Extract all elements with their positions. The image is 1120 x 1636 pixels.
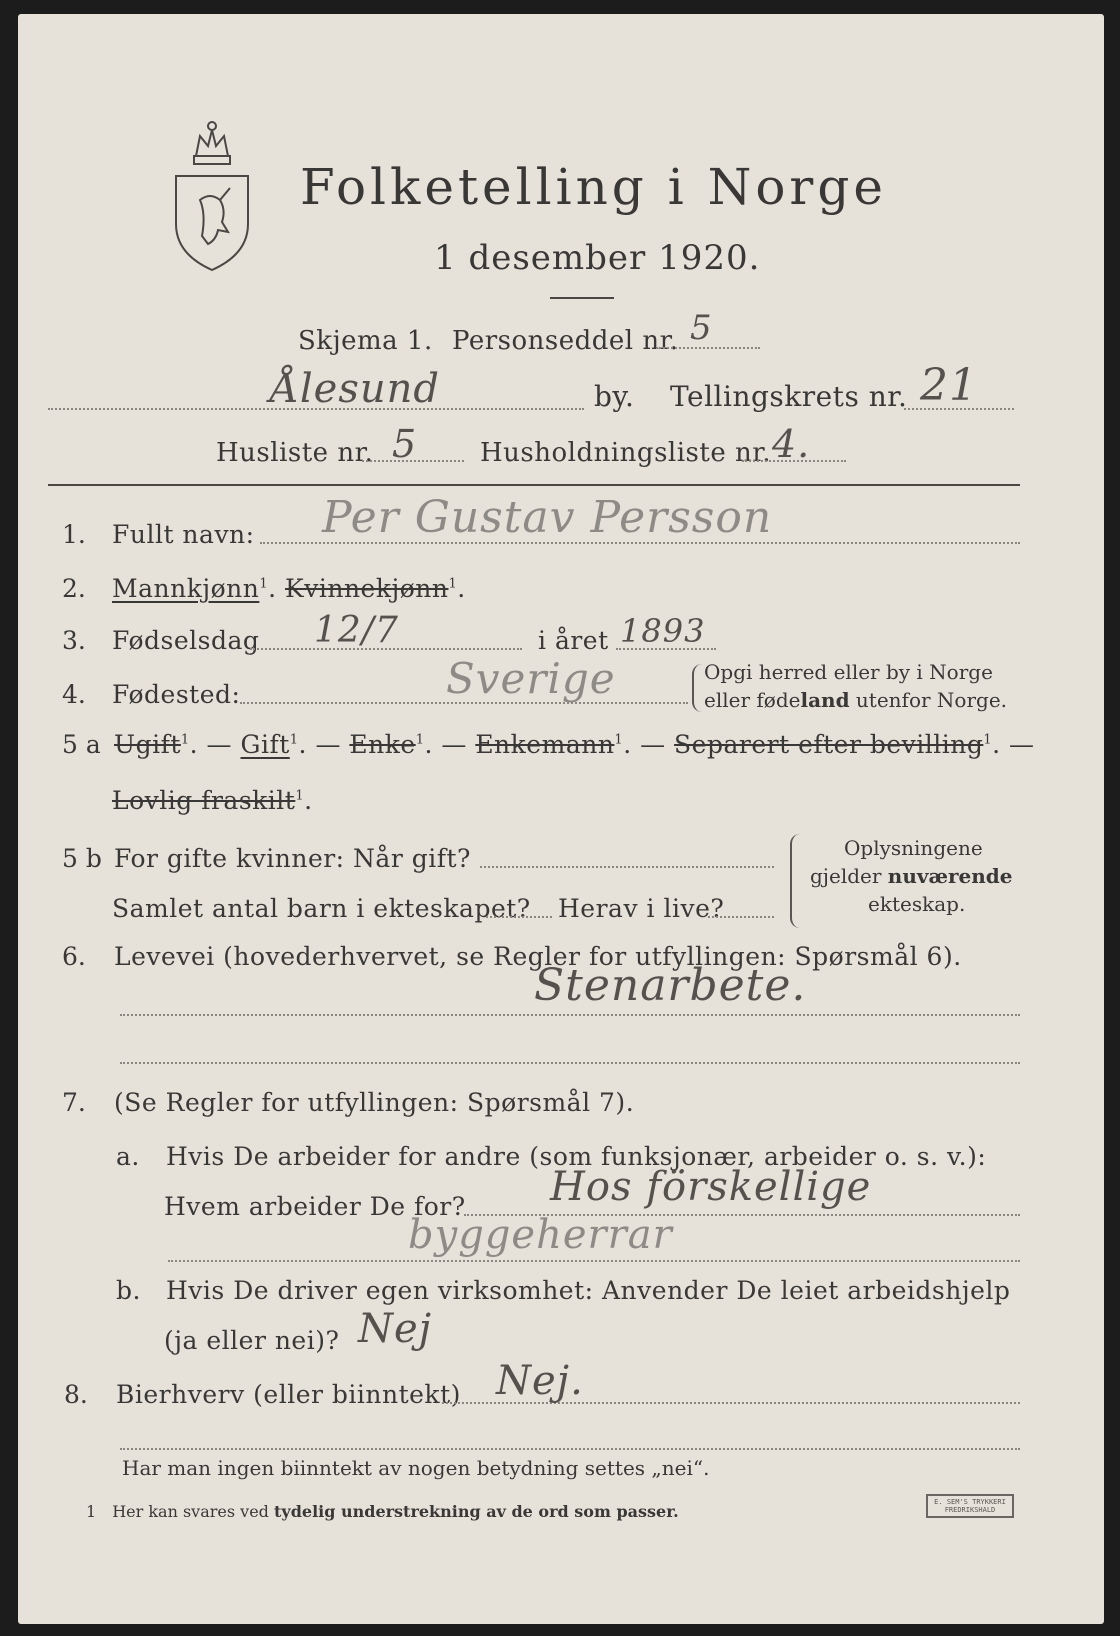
enke-option: Enke (349, 730, 416, 759)
q2-number: 2. (62, 574, 86, 603)
city-value: Ålesund (270, 366, 441, 412)
printer-stamp: E. SEM'S TRYKKERI FREDRIKSHALD (926, 1494, 1014, 1518)
q7a-line2: Hvem arbeider De for? (164, 1192, 466, 1221)
coat-of-arms-icon (166, 114, 258, 274)
q7a-letter: a. (116, 1142, 140, 1171)
q2-options: Mannkjønn$^1$. Kvinnekjønn$^1$. (112, 574, 466, 603)
q1-number: 1. (62, 520, 86, 549)
q5b-line1: For gifte kvinner: Når gift? (114, 844, 471, 873)
q7b-value: Nej (358, 1306, 433, 1352)
q4-note-brace (692, 664, 702, 712)
q5a-options-line2: Lovlig fraskilt$^1$. (112, 786, 313, 815)
q5b-note2: gjelder nuværende (810, 864, 1013, 888)
q7a-value2: byggeherrar (408, 1212, 673, 1258)
enkemann-option: Enkemann (475, 730, 615, 759)
q8-number: 8. (64, 1380, 88, 1409)
q5b-note3: ekteskap. (868, 892, 966, 916)
husholdning-label: Husholdningsliste nr. (480, 438, 772, 468)
q8-label: Bierhverv (eller biinntekt) (116, 1380, 461, 1409)
skjema-label: Skjema 1. (298, 326, 433, 356)
form-title: Folketelling i Norge (300, 158, 887, 216)
q4-note-line1: Opgi herred eller by i Norge (704, 660, 993, 684)
q3-number: 3. (62, 626, 86, 655)
q5b-note-brace (790, 834, 802, 928)
husliste-value: 5 (392, 422, 418, 466)
q5b-note1: Oplysningene (844, 836, 983, 860)
q1-value: Per Gustav Persson (322, 492, 773, 543)
q7b-line1: Hvis De driver egen virksomhet: Anvender De leiet arbeidshjelp (166, 1276, 1011, 1305)
q4-note-line2: eller fødeland utenfor Norge. (704, 688, 1008, 712)
q7-label: (Se Regler for utfyllingen: Spørsmål 7). (114, 1088, 635, 1117)
q5b-line2: Samlet antal barn i ekteskapet? (112, 894, 531, 923)
q5b-line2-dots (486, 916, 552, 918)
tellingskrets-value: 21 (920, 360, 978, 411)
separert-option: Separert efter bevilling (674, 730, 984, 759)
q6-label: Levevei (hovederhvervet, se Regler for utfyllingen: Spørsmål 6). (114, 942, 962, 971)
q5a-options: Ugift$^1$. — Gift$^1$. — Enke$^1$. — Enkemann$^1$. — Separert efter bevilling$^1$. — (114, 730, 1035, 759)
section-divider (48, 484, 1020, 486)
q6-line1 (120, 1014, 1020, 1016)
census-form-page (18, 14, 1104, 1624)
q5b-line1-dots (480, 866, 774, 868)
q6-value: Stenarbete. (534, 960, 807, 1011)
form-date: 1 desember 1920. (434, 238, 761, 278)
q4-number: 4. (62, 680, 86, 709)
q7a-value1: Hos förskellige (550, 1164, 872, 1210)
q4-label: Fødested: (112, 680, 241, 709)
q7b-letter: b. (116, 1276, 141, 1305)
q6-number: 6. (62, 942, 86, 971)
q7a-line1: Hvis De arbeider for andre (som funksjonær, arbeider o. s. v.): (166, 1142, 987, 1171)
footnote: 1 Her kan svares ved tydelig understrekning av de ord som passer. (86, 1502, 679, 1521)
q3-year-label: i året (538, 626, 609, 655)
q7a-line3-dots (168, 1260, 1020, 1262)
mannkjonn-option: Mannkjønn (112, 574, 260, 603)
q8-line2 (120, 1448, 1020, 1450)
q3-value: 12/7 (314, 610, 399, 651)
husliste-label: Husliste nr. (216, 438, 374, 468)
tellingskrets-label: Tellingskrets nr. (670, 380, 908, 413)
q3-label: Fødselsdag (112, 626, 260, 655)
q5a-number: 5 a (62, 730, 101, 759)
q5b-line2b-dots (708, 916, 774, 918)
footer-note: Har man ingen biinntekt av nogen betydning settes „nei“. (122, 1456, 710, 1480)
q8-value: Nej. (496, 1358, 584, 1404)
q5b-line2b: Herav i live? (558, 894, 725, 923)
q4-value: Sverige (446, 654, 616, 703)
q6-line2 (120, 1062, 1020, 1064)
fraskilt-option: Lovlig fraskilt (112, 786, 296, 815)
kvinnekjonn-option: Kvinnekjønn (285, 574, 449, 603)
by-label: by. (594, 380, 635, 413)
gift-option: Gift (240, 730, 290, 759)
ugift-option: Ugift (114, 730, 181, 759)
q5b-number: 5 b (62, 844, 102, 873)
q7-number: 7. (62, 1088, 86, 1117)
personseddel-value: 5 (690, 308, 713, 348)
q1-label: Fullt navn: (112, 520, 255, 549)
husholdning-value: 4. (772, 422, 811, 466)
q3-year-value: 1893 (620, 612, 706, 650)
title-rule (550, 297, 614, 299)
personseddel-label: Personseddel nr. (452, 326, 679, 356)
q7b-line2: (ja eller nei)? (164, 1326, 340, 1355)
